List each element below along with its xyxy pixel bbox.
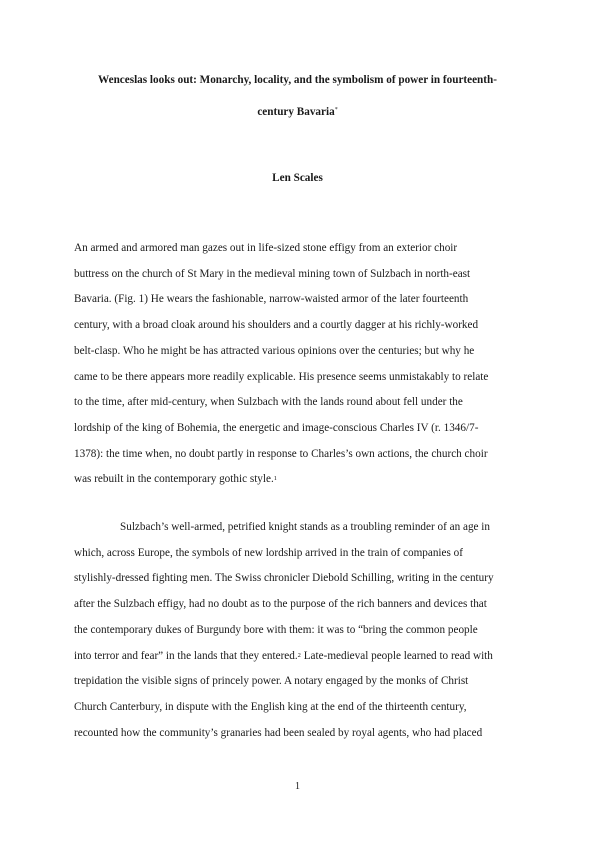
paragraph-line: 1378): the time when, no doubt partly in response to Charles’s own actions, the church choir <box>74 447 488 460</box>
paper-title <box>40 64 555 128</box>
paragraph-line: Bavaria. (Fig. 1) He wears the fashionable, narrow-waisted armor of the later fourteenth <box>74 293 469 306</box>
paragraph-line: which, across Europe, the symbols of new lordship arrived in the train of companies of <box>74 546 463 559</box>
paragraph-line: lordship of the king of Bohemia, the energetic and image-conscious Charles IV (r. 1346/7- <box>74 421 479 434</box>
paragraph-line: after the Sulzbach effigy, had no doubt as to the purpose of the rich banners and devices that <box>74 598 487 611</box>
paragraph-1 <box>74 236 526 493</box>
paragraph-2 <box>74 515 526 746</box>
paragraph-line: trepidation the visible signs of princely power. A notary engaged by the monks of Christ <box>74 675 469 688</box>
paragraph-line: to the time, after mid-century, when Sulzbach with the lands round about fell under the <box>74 396 463 409</box>
paragraph-line-with-footnote <box>74 644 526 670</box>
paragraph-line: belt-clasp. Who he might be has attracted various opinions over the centuries; but why he <box>74 344 475 357</box>
paragraph-line: Church Canterbury, in dispute with the English king at the end of the thirteenth century, <box>74 700 467 713</box>
paragraph-line: Sulzbach’s well-armed, petrified knight stands as a troubling reminder of an age in <box>120 521 491 533</box>
footnote-mark-2[interactable]: 2 <box>297 651 301 659</box>
paragraph-line-last <box>74 467 526 493</box>
footnote-mark-1[interactable]: 1 <box>273 475 278 483</box>
paragraph-line: buttress on the church of St Mary in the medieval mining town of Sulzbach in north-east <box>74 267 471 280</box>
paragraph-line: the contemporary dukes of Burgundy bore with them: it was to “bring the common people <box>74 623 478 636</box>
title-line-2 <box>40 96 555 128</box>
paragraph-line: stylishly-dressed fighting men. The Swiss chronicler Diebold Schilling, writing in the century <box>74 572 494 585</box>
title-line-2-text: century Bavaria <box>257 106 335 118</box>
paragraph-line-text: was rebuilt in the contemporary gothic style. <box>74 473 274 486</box>
paragraph-line: came to be there appears more readily explicable. His presence seems unmistakably to relate <box>74 370 489 383</box>
title-footnote-mark[interactable]: * <box>334 107 338 113</box>
paragraph-line: recounted how the community’s granaries had been sealed by royal agents, who had placed <box>74 726 483 739</box>
paragraph-line-text: Late-medieval people learned to read with <box>300 649 493 662</box>
title-line-1: Wenceslas looks out: Monarchy, locality, and the symbolism of power in fourteenth- <box>98 74 497 86</box>
paragraph-line: century, with a broad cloak around his shoulders and a courtly dagger at his richly-worked <box>74 319 479 332</box>
page-number: 1 <box>295 781 300 792</box>
paragraph-line: An armed and armored man gazes out in life-sized stone effigy from an exterior choir <box>74 242 458 254</box>
author-name: Len Scales <box>272 172 323 184</box>
paragraph-line-text: into terror and fear” in the lands that they entered. <box>74 649 298 662</box>
